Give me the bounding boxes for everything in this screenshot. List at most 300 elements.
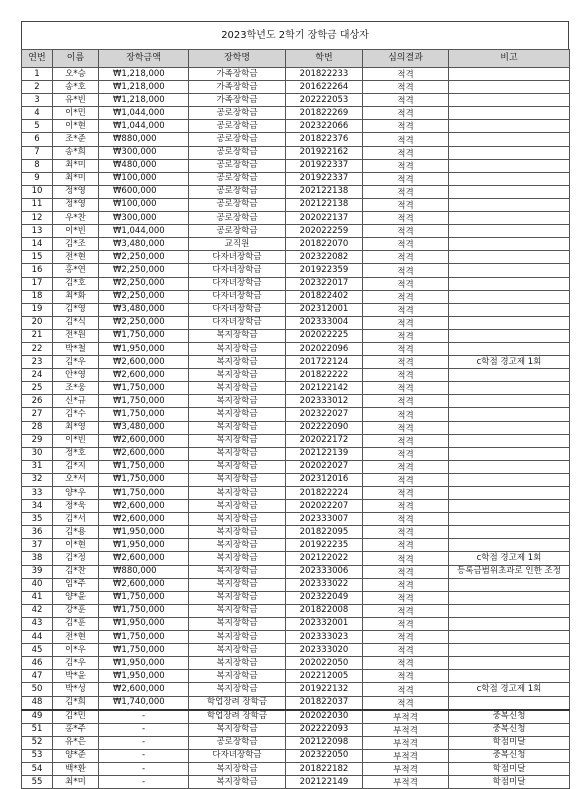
cell-result: 적격 [363,159,449,172]
cell-note [449,434,570,447]
table-row [22,303,570,316]
table-row [22,513,570,526]
table-row [22,749,570,762]
cell-no: 1 [22,68,53,81]
cell-note: 학점미달 [449,736,570,749]
cell-no: 16 [22,264,53,277]
cell-result: 적격 [363,81,449,94]
cell-name: 전*원 [53,329,99,342]
cell-student-id: 202312001 [286,303,363,316]
table-row [22,107,570,120]
table-row [22,198,570,211]
cell-amount: ₩1,750,000 [99,487,189,500]
cell-name: 김*찬 [53,565,99,578]
cell-result: 적격 [363,290,449,303]
cell-scholarship: 가족장학금 [189,81,286,94]
cell-name: 정*욱 [53,500,99,513]
cell-amount: ₩2,600,000 [99,434,189,447]
cell-amount: - [99,736,189,749]
cell-name: 최*미 [53,159,99,172]
cell-name: 이*우 [53,644,99,657]
cell-result: 적격 [363,264,449,277]
cell-result: 적격 [363,421,449,434]
cell-name: 우*찬 [53,212,99,225]
cell-amount: ₩3,480,000 [99,238,189,251]
cell-note [449,500,570,513]
cell-scholarship: 복지장학금 [189,762,286,775]
cell-scholarship: 복지장학금 [189,591,286,604]
cell-name: 김*우 [53,356,99,369]
cell-amount: ₩1,750,000 [99,329,189,342]
cell-note: 학점미달 [449,776,570,789]
cell-amount: ₩1,750,000 [99,473,189,486]
cell-name: 전*현 [53,631,99,644]
table-row [22,185,570,198]
cell-no: 24 [22,369,53,382]
cell-no: 10 [22,185,53,198]
table-row [22,670,570,683]
cell-scholarship: 가족장학금 [189,94,286,107]
cell-result: 부적격 [363,749,449,762]
cell-note: 학점미달 [449,762,570,775]
cell-scholarship: 공로장학금 [189,159,286,172]
cell-result: 적격 [363,329,449,342]
cell-result: 적격 [363,552,449,565]
table-row [22,617,570,630]
cell-name: 홍*주 [53,723,99,736]
cell-no: 2 [22,81,53,94]
cell-scholarship: 다자녀장학금 [189,251,286,264]
cell-note [449,303,570,316]
header-result: 심의결과 [363,50,449,68]
cell-result: 적격 [363,185,449,198]
cell-name: 양*우 [53,487,99,500]
cell-scholarship: 공로장학금 [189,172,286,185]
cell-result: 적격 [363,447,449,460]
cell-no: 53 [22,749,53,762]
cell-amount: ₩2,600,000 [99,369,189,382]
cell-result: 적격 [363,172,449,185]
table-row [22,369,570,382]
cell-result: 적격 [363,198,449,211]
cell-student-id: 202333006 [286,565,363,578]
cell-scholarship: 복지장학금 [189,578,286,591]
cell-amount: ₩2,600,000 [99,683,189,696]
cell-student-id: 202222053 [286,94,363,107]
cell-note [449,487,570,500]
cell-note [449,617,570,630]
cell-name: 양*준 [53,749,99,762]
cell-no: 3 [22,94,53,107]
cell-amount: ₩1,950,000 [99,539,189,552]
cell-student-id: 202122022 [286,552,363,565]
cell-scholarship: 복지장학금 [189,539,286,552]
cell-no: 4 [22,107,53,120]
table-row [22,395,570,408]
table-row [22,762,570,775]
table-row [22,723,570,736]
table-row [22,146,570,159]
cell-no: 51 [22,723,53,736]
cell-result: 적격 [363,696,449,710]
cell-name: 김*지 [53,460,99,473]
cell-amount: ₩1,044,000 [99,120,189,133]
cell-result: 적격 [363,487,449,500]
cell-scholarship: 복지장학금 [189,723,286,736]
cell-student-id: 202022207 [286,500,363,513]
cell-scholarship: 다자녀장학금 [189,316,286,329]
cell-scholarship: 공로장학금 [189,133,286,146]
cell-amount: ₩1,044,000 [99,107,189,120]
cell-no: 36 [22,526,53,539]
cell-scholarship: 복지장학금 [189,473,286,486]
cell-amount: ₩480,000 [99,159,189,172]
cell-result: 적격 [363,500,449,513]
cell-no: 5 [22,120,53,133]
cell-no: 13 [22,225,53,238]
cell-result: 적격 [363,94,449,107]
cell-result: 적격 [363,591,449,604]
cell-amount: ₩1,950,000 [99,342,189,355]
cell-scholarship: 공로장학금 [189,107,286,120]
cell-result: 적격 [363,68,449,81]
cell-result: 부적격 [363,723,449,736]
table-row [22,500,570,513]
cell-amount: ₩1,950,000 [99,526,189,539]
cell-no: 7 [22,146,53,159]
cell-student-id: 202122098 [286,736,363,749]
cell-student-id: 202022172 [286,434,363,447]
table-row [22,473,570,486]
cell-result: 적격 [363,578,449,591]
cell-note [449,316,570,329]
cell-student-id: 201822095 [286,526,363,539]
table-row [22,447,570,460]
cell-no: 40 [22,578,53,591]
table-row [22,316,570,329]
cell-note [449,395,570,408]
cell-name: 최*영 [53,421,99,434]
cell-name: 조*웅 [53,382,99,395]
cell-name: 최*미 [53,776,99,789]
cell-note: 중복신청 [449,723,570,736]
table-row [22,225,570,238]
cell-result: 적격 [363,460,449,473]
cell-student-id: 201922162 [286,146,363,159]
cell-result: 적격 [363,565,449,578]
cell-note [449,473,570,486]
cell-student-id: 202322066 [286,120,363,133]
table-row [22,172,570,185]
cell-student-id: 202322082 [286,251,363,264]
cell-name: 이*민 [53,107,99,120]
table-row [22,631,570,644]
cell-scholarship: 학업장려 장학금 [189,696,286,710]
cell-no: 30 [22,447,53,460]
cell-name: 김*민 [53,710,99,724]
table-row [22,120,570,133]
cell-amount: ₩2,600,000 [99,500,189,513]
cell-amount: ₩880,000 [99,565,189,578]
cell-note: c학점 경고제 1회 [449,356,570,369]
cell-scholarship: 복지장학금 [189,657,286,670]
cell-scholarship: 복지장학금 [189,604,286,617]
cell-amount: ₩3,480,000 [99,421,189,434]
cell-scholarship: 다자녀장학금 [189,264,286,277]
table-row [22,460,570,473]
table-row [22,526,570,539]
cell-no: 29 [22,434,53,447]
cell-note [449,68,570,81]
cell-no: 49 [22,710,53,724]
cell-student-id: 202022259 [286,225,363,238]
cell-no: 41 [22,591,53,604]
cell-amount: - [99,723,189,736]
cell-result: 적격 [363,342,449,355]
cell-scholarship: 교직원 [189,238,286,251]
cell-note: 중복신청 [449,749,570,762]
cell-result: 적격 [363,133,449,146]
cell-name: 오*서 [53,473,99,486]
cell-scholarship: 공로장학금 [189,120,286,133]
cell-amount: ₩880,000 [99,133,189,146]
cell-name: 김*식 [53,316,99,329]
cell-note [449,120,570,133]
cell-student-id: 202333020 [286,644,363,657]
cell-result: 적격 [363,657,449,670]
table-row [22,710,570,724]
cell-student-id: 202222090 [286,421,363,434]
cell-amount: ₩1,750,000 [99,382,189,395]
cell-no: 45 [22,644,53,657]
cell-name: 강*훈 [53,604,99,617]
cell-name: 양*윤 [53,591,99,604]
table-row [22,657,570,670]
cell-scholarship: 공로장학금 [189,198,286,211]
cell-amount: ₩2,600,000 [99,356,189,369]
cell-note [449,591,570,604]
cell-scholarship: 다자녀장학금 [189,277,286,290]
cell-student-id: 202122142 [286,382,363,395]
cell-name: 송*희 [53,146,99,159]
cell-no: 31 [22,460,53,473]
cell-amount: ₩2,600,000 [99,513,189,526]
cell-amount: ₩1,750,000 [99,460,189,473]
cell-note [449,133,570,146]
cell-no: 25 [22,382,53,395]
table-row [22,644,570,657]
cell-amount: ₩1,740,000 [99,696,189,710]
cell-scholarship: 복지장학금 [189,670,286,683]
cell-name: 유*빈 [53,94,99,107]
cell-scholarship: 복지장학금 [189,617,286,630]
cell-no: 17 [22,277,53,290]
cell-note [449,107,570,120]
cell-no: 42 [22,604,53,617]
cell-note [449,539,570,552]
cell-note [449,159,570,172]
cell-no: 8 [22,159,53,172]
cell-scholarship: 다자녀장학금 [189,290,286,303]
cell-result: 적격 [363,526,449,539]
cell-student-id: 201822224 [286,487,363,500]
cell-no: 26 [22,395,53,408]
cell-no: 33 [22,487,53,500]
cell-name: 김*우 [53,657,99,670]
cell-student-id: 201922337 [286,159,363,172]
cell-name: 유*은 [53,736,99,749]
cell-scholarship: 복지장학금 [189,408,286,421]
cell-note [449,146,570,159]
table-row [22,408,570,421]
cell-amount: ₩1,218,000 [99,68,189,81]
cell-result: 부적격 [363,762,449,775]
cell-note [449,212,570,225]
cell-no: 52 [22,736,53,749]
cell-name: 정*영 [53,185,99,198]
cell-result: 적격 [363,434,449,447]
cell-name: 백*환 [53,762,99,775]
cell-amount: ₩2,250,000 [99,316,189,329]
cell-amount: - [99,776,189,789]
cell-no: 12 [22,212,53,225]
cell-no: 9 [22,172,53,185]
cell-scholarship: 복지장학금 [189,382,286,395]
cell-name: 송*호 [53,81,99,94]
header-note: 비고 [449,50,570,68]
cell-name: 이*현 [53,539,99,552]
cell-no: 19 [22,303,53,316]
cell-amount: ₩2,250,000 [99,264,189,277]
cell-scholarship: 복지장학금 [189,421,286,434]
cell-amount: ₩300,000 [99,212,189,225]
cell-amount: - [99,749,189,762]
cell-student-id: 201822070 [286,238,363,251]
cell-student-id: 201822233 [286,68,363,81]
cell-result: 적격 [363,670,449,683]
cell-name: 김*조 [53,238,99,251]
table-row [22,683,570,696]
cell-amount: ₩1,750,000 [99,591,189,604]
cell-name: 최*화 [53,290,99,303]
cell-amount: ₩1,750,000 [99,604,189,617]
cell-no: 23 [22,356,53,369]
cell-note [449,185,570,198]
cell-name: 오*승 [53,68,99,81]
cell-student-id: 202022137 [286,212,363,225]
cell-scholarship: 복지장학금 [189,552,286,565]
cell-result: 부적격 [363,736,449,749]
table-row [22,238,570,251]
header-scholarship: 장학명 [189,50,286,68]
table-row [22,212,570,225]
cell-amount: ₩1,750,000 [99,644,189,657]
table-row [22,277,570,290]
cell-scholarship: 복지장학금 [189,369,286,382]
cell-student-id: 202333022 [286,578,363,591]
cell-note [449,657,570,670]
table-row [22,421,570,434]
cell-no: 18 [22,290,53,303]
cell-no: 44 [22,631,53,644]
cell-note [449,238,570,251]
cell-student-id: 202333023 [286,631,363,644]
scholarship-table [21,49,570,789]
cell-student-id: 201822402 [286,290,363,303]
cell-result: 적격 [363,303,449,316]
cell-no: 38 [22,552,53,565]
table-row [22,94,570,107]
table-row [22,68,570,81]
table-row [22,578,570,591]
cell-student-id: 202322027 [286,408,363,421]
cell-student-id: 202022050 [286,657,363,670]
cell-student-id: 202332001 [286,617,363,630]
cell-amount: ₩1,750,000 [99,631,189,644]
header-student-id: 학번 [286,50,363,68]
table-row [22,159,570,172]
cell-no: 27 [22,408,53,421]
cell-scholarship: 복지장학금 [189,342,286,355]
cell-student-id: 201922359 [286,264,363,277]
cell-result: 적격 [363,251,449,264]
cell-student-id: 202022030 [286,710,363,724]
cell-note: c학점 경고제 1회 [449,552,570,565]
cell-name: 이*빈 [53,225,99,238]
cell-no: 20 [22,316,53,329]
cell-result: 적격 [363,107,449,120]
cell-student-id: 201822008 [286,604,363,617]
cell-student-id: 202122149 [286,776,363,789]
cell-note [449,631,570,644]
cell-student-id: 202322049 [286,591,363,604]
cell-no: 32 [22,473,53,486]
table-row [22,591,570,604]
cell-no: 11 [22,198,53,211]
cell-note [449,329,570,342]
cell-name: 신*규 [53,395,99,408]
cell-note [449,198,570,211]
cell-name: 박*성 [53,683,99,696]
cell-amount: ₩300,000 [99,146,189,159]
cell-student-id: 202333004 [286,316,363,329]
cell-amount: ₩2,600,000 [99,552,189,565]
cell-note: 중복신청 [449,710,570,724]
cell-student-id: 201822182 [286,762,363,775]
cell-student-id: 202022225 [286,329,363,342]
cell-name: 조*준 [53,133,99,146]
cell-note [449,696,570,710]
cell-note [449,172,570,185]
cell-result: 적격 [363,473,449,486]
cell-amount: ₩100,000 [99,172,189,185]
cell-result: 적격 [363,395,449,408]
cell-student-id: 201822222 [286,369,363,382]
scholarship-sheet [21,21,569,789]
cell-student-id: 202122139 [286,447,363,460]
cell-student-id: 202312016 [286,473,363,486]
cell-name: 임*주 [53,578,99,591]
cell-no: 55 [22,776,53,789]
cell-student-id: 202322017 [286,277,363,290]
cell-student-id: 202222093 [286,723,363,736]
cell-result: 적격 [363,683,449,696]
cell-amount: ₩1,044,000 [99,225,189,238]
cell-scholarship: 공로장학금 [189,225,286,238]
cell-note [449,251,570,264]
table-row [22,382,570,395]
cell-scholarship: 공로장학금 [189,146,286,159]
